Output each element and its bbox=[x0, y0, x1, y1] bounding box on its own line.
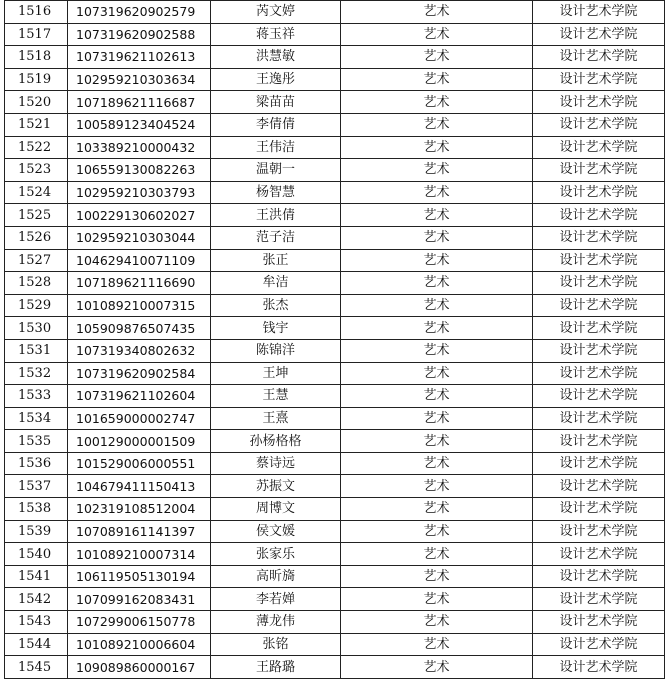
row-number-cell: 1521 bbox=[5, 113, 68, 136]
major-cell: 艺术 bbox=[341, 113, 533, 136]
student-name-cell: 王伟洁 bbox=[211, 136, 341, 159]
college-cell: 设计艺术学院 bbox=[533, 565, 665, 588]
candidate-id-cell: 107189621116687 bbox=[68, 91, 211, 114]
college-cell: 设计艺术学院 bbox=[533, 181, 665, 204]
student-name-cell: 芮文婷 bbox=[211, 1, 341, 24]
college-cell: 设计艺术学院 bbox=[533, 588, 665, 611]
major-cell: 艺术 bbox=[341, 226, 533, 249]
college-cell: 设计艺术学院 bbox=[533, 498, 665, 521]
candidate-id-cell: 100589123404524 bbox=[68, 113, 211, 136]
candidate-id-cell: 107089161141397 bbox=[68, 520, 211, 543]
row-number-cell: 1533 bbox=[5, 385, 68, 408]
college-cell: 设计艺术学院 bbox=[533, 23, 665, 46]
college-cell: 设计艺术学院 bbox=[533, 362, 665, 385]
student-name-cell: 张正 bbox=[211, 249, 341, 272]
table-row bbox=[5, 113, 665, 136]
candidate-id-cell: 107299006150778 bbox=[68, 611, 211, 634]
student-name-cell: 张铭 bbox=[211, 633, 341, 656]
candidate-id-cell: 107319620902584 bbox=[68, 362, 211, 385]
row-number-cell: 1534 bbox=[5, 407, 68, 430]
table-row bbox=[5, 452, 665, 475]
table-row bbox=[5, 46, 665, 69]
student-name-cell: 蔡诗远 bbox=[211, 452, 341, 475]
row-number-cell: 1517 bbox=[5, 23, 68, 46]
candidate-id-cell: 101089210006604 bbox=[68, 633, 211, 656]
college-cell: 设计艺术学院 bbox=[533, 1, 665, 24]
row-number-cell: 1525 bbox=[5, 204, 68, 227]
table-row bbox=[5, 588, 665, 611]
college-cell: 设计艺术学院 bbox=[533, 611, 665, 634]
table-row bbox=[5, 136, 665, 159]
student-name-cell: 梁苗苗 bbox=[211, 91, 341, 114]
table-body bbox=[5, 1, 665, 679]
table-row bbox=[5, 23, 665, 46]
row-number-cell: 1522 bbox=[5, 136, 68, 159]
candidate-id-cell: 106119505130194 bbox=[68, 565, 211, 588]
student-name-cell: 王逸彤 bbox=[211, 68, 341, 91]
candidate-id-cell: 105909876507435 bbox=[68, 317, 211, 340]
row-number-cell: 1540 bbox=[5, 543, 68, 566]
college-cell: 设计艺术学院 bbox=[533, 430, 665, 453]
table-row bbox=[5, 385, 665, 408]
college-cell: 设计艺术学院 bbox=[533, 339, 665, 362]
candidate-id-cell: 104629410071109 bbox=[68, 249, 211, 272]
major-cell: 艺术 bbox=[341, 317, 533, 340]
table-row bbox=[5, 226, 665, 249]
candidate-id-cell: 101529006000551 bbox=[68, 452, 211, 475]
college-cell: 设计艺术学院 bbox=[533, 475, 665, 498]
candidate-id-cell: 102959210303634 bbox=[68, 68, 211, 91]
major-cell: 艺术 bbox=[341, 136, 533, 159]
row-number-cell: 1528 bbox=[5, 272, 68, 295]
row-number-cell: 1535 bbox=[5, 430, 68, 453]
major-cell: 艺术 bbox=[341, 204, 533, 227]
candidate-id-cell: 101659000002747 bbox=[68, 407, 211, 430]
candidate-id-cell: 107189621116690 bbox=[68, 272, 211, 295]
candidate-id-cell: 102319108512004 bbox=[68, 498, 211, 521]
candidate-id-cell: 107319620902588 bbox=[68, 23, 211, 46]
student-name-cell: 温朝一 bbox=[211, 159, 341, 182]
table-row bbox=[5, 633, 665, 656]
college-cell: 设计艺术学院 bbox=[533, 656, 665, 679]
college-cell: 设计艺术学院 bbox=[533, 317, 665, 340]
row-number-cell: 1544 bbox=[5, 633, 68, 656]
student-name-cell: 蒋玉祥 bbox=[211, 23, 341, 46]
major-cell: 艺术 bbox=[341, 159, 533, 182]
row-number-cell: 1531 bbox=[5, 339, 68, 362]
college-cell: 设计艺术学院 bbox=[533, 91, 665, 114]
table-row bbox=[5, 565, 665, 588]
row-number-cell: 1519 bbox=[5, 68, 68, 91]
student-name-cell: 洪慧敏 bbox=[211, 46, 341, 69]
major-cell: 艺术 bbox=[341, 633, 533, 656]
row-number-cell: 1516 bbox=[5, 1, 68, 24]
student-name-cell: 高昕旖 bbox=[211, 565, 341, 588]
major-cell: 艺术 bbox=[341, 407, 533, 430]
table-row bbox=[5, 91, 665, 114]
major-cell: 艺术 bbox=[341, 543, 533, 566]
major-cell: 艺术 bbox=[341, 68, 533, 91]
candidate-id-cell: 102959210303793 bbox=[68, 181, 211, 204]
table-row bbox=[5, 339, 665, 362]
table-row bbox=[5, 475, 665, 498]
table-row bbox=[5, 520, 665, 543]
row-number-cell: 1539 bbox=[5, 520, 68, 543]
candidate-id-cell: 101089210007315 bbox=[68, 294, 211, 317]
major-cell: 艺术 bbox=[341, 91, 533, 114]
student-name-cell: 苏振文 bbox=[211, 475, 341, 498]
major-cell: 艺术 bbox=[341, 46, 533, 69]
college-cell: 设计艺术学院 bbox=[533, 407, 665, 430]
college-cell: 设计艺术学院 bbox=[533, 46, 665, 69]
candidate-id-cell: 107319621102613 bbox=[68, 46, 211, 69]
candidate-id-cell: 103389210000432 bbox=[68, 136, 211, 159]
major-cell: 艺术 bbox=[341, 385, 533, 408]
major-cell: 艺术 bbox=[341, 611, 533, 634]
table-row bbox=[5, 249, 665, 272]
student-name-cell: 侯文媛 bbox=[211, 520, 341, 543]
college-cell: 设计艺术学院 bbox=[533, 294, 665, 317]
college-cell: 设计艺术学院 bbox=[533, 204, 665, 227]
college-cell: 设计艺术学院 bbox=[533, 136, 665, 159]
row-number-cell: 1520 bbox=[5, 91, 68, 114]
major-cell: 艺术 bbox=[341, 656, 533, 679]
row-number-cell: 1545 bbox=[5, 656, 68, 679]
major-cell: 艺术 bbox=[341, 1, 533, 24]
row-number-cell: 1538 bbox=[5, 498, 68, 521]
student-name-cell: 王洪倩 bbox=[211, 204, 341, 227]
college-cell: 设计艺术学院 bbox=[533, 68, 665, 91]
row-number-cell: 1524 bbox=[5, 181, 68, 204]
row-number-cell: 1542 bbox=[5, 588, 68, 611]
student-name-cell: 杨智慧 bbox=[211, 181, 341, 204]
college-cell: 设计艺术学院 bbox=[533, 543, 665, 566]
major-cell: 艺术 bbox=[341, 498, 533, 521]
table-row bbox=[5, 317, 665, 340]
student-name-cell: 范子洁 bbox=[211, 226, 341, 249]
college-cell: 设计艺术学院 bbox=[533, 113, 665, 136]
major-cell: 艺术 bbox=[341, 588, 533, 611]
student-name-cell: 孙杨格格 bbox=[211, 430, 341, 453]
candidate-id-cell: 102959210303044 bbox=[68, 226, 211, 249]
row-number-cell: 1537 bbox=[5, 475, 68, 498]
table-row bbox=[5, 272, 665, 295]
candidate-id-cell: 100129000001509 bbox=[68, 430, 211, 453]
table-row bbox=[5, 294, 665, 317]
table-row bbox=[5, 68, 665, 91]
student-name-cell: 张杰 bbox=[211, 294, 341, 317]
table-row bbox=[5, 656, 665, 679]
candidate-id-cell: 107319340802632 bbox=[68, 339, 211, 362]
college-cell: 设计艺术学院 bbox=[533, 385, 665, 408]
major-cell: 艺术 bbox=[341, 362, 533, 385]
student-name-cell: 李若婵 bbox=[211, 588, 341, 611]
college-cell: 设计艺术学院 bbox=[533, 520, 665, 543]
college-cell: 设计艺术学院 bbox=[533, 159, 665, 182]
table-row bbox=[5, 181, 665, 204]
major-cell: 艺术 bbox=[341, 565, 533, 588]
row-number-cell: 1526 bbox=[5, 226, 68, 249]
candidate-id-cell: 101089210007314 bbox=[68, 543, 211, 566]
college-cell: 设计艺术学院 bbox=[533, 226, 665, 249]
admission-list-table bbox=[4, 0, 665, 679]
college-cell: 设计艺术学院 bbox=[533, 249, 665, 272]
college-cell: 设计艺术学院 bbox=[533, 452, 665, 475]
major-cell: 艺术 bbox=[341, 294, 533, 317]
candidate-id-cell: 106559130082263 bbox=[68, 159, 211, 182]
row-number-cell: 1536 bbox=[5, 452, 68, 475]
major-cell: 艺术 bbox=[341, 475, 533, 498]
table-row bbox=[5, 543, 665, 566]
candidate-id-cell: 107319621102604 bbox=[68, 385, 211, 408]
row-number-cell: 1529 bbox=[5, 294, 68, 317]
student-name-cell: 王坤 bbox=[211, 362, 341, 385]
row-number-cell: 1530 bbox=[5, 317, 68, 340]
major-cell: 艺术 bbox=[341, 520, 533, 543]
table-row bbox=[5, 1, 665, 24]
student-name-cell: 牟洁 bbox=[211, 272, 341, 295]
student-name-cell: 周博文 bbox=[211, 498, 341, 521]
major-cell: 艺术 bbox=[341, 430, 533, 453]
row-number-cell: 1532 bbox=[5, 362, 68, 385]
row-number-cell: 1541 bbox=[5, 565, 68, 588]
table-row bbox=[5, 498, 665, 521]
candidate-id-cell: 100229130602027 bbox=[68, 204, 211, 227]
college-cell: 设计艺术学院 bbox=[533, 272, 665, 295]
table-row bbox=[5, 407, 665, 430]
row-number-cell: 1543 bbox=[5, 611, 68, 634]
major-cell: 艺术 bbox=[341, 452, 533, 475]
table-row bbox=[5, 611, 665, 634]
student-name-cell: 王路璐 bbox=[211, 656, 341, 679]
student-name-cell: 钱宇 bbox=[211, 317, 341, 340]
candidate-id-cell: 109089860000167 bbox=[68, 656, 211, 679]
student-name-cell: 王慧 bbox=[211, 385, 341, 408]
row-number-cell: 1527 bbox=[5, 249, 68, 272]
candidate-id-cell: 107319620902579 bbox=[68, 1, 211, 24]
student-name-cell: 王熹 bbox=[211, 407, 341, 430]
college-cell: 设计艺术学院 bbox=[533, 633, 665, 656]
row-number-cell: 1523 bbox=[5, 159, 68, 182]
table-row bbox=[5, 362, 665, 385]
table-row bbox=[5, 430, 665, 453]
row-number-cell: 1518 bbox=[5, 46, 68, 69]
student-name-cell: 陈锦洋 bbox=[211, 339, 341, 362]
student-name-cell: 张家乐 bbox=[211, 543, 341, 566]
student-name-cell: 李倩倩 bbox=[211, 113, 341, 136]
student-name-cell: 薄龙伟 bbox=[211, 611, 341, 634]
candidate-id-cell: 107099162083431 bbox=[68, 588, 211, 611]
major-cell: 艺术 bbox=[341, 23, 533, 46]
major-cell: 艺术 bbox=[341, 181, 533, 204]
candidate-id-cell: 104679411150413 bbox=[68, 475, 211, 498]
table-row bbox=[5, 159, 665, 182]
major-cell: 艺术 bbox=[341, 249, 533, 272]
major-cell: 艺术 bbox=[341, 272, 533, 295]
major-cell: 艺术 bbox=[341, 339, 533, 362]
table-row bbox=[5, 204, 665, 227]
